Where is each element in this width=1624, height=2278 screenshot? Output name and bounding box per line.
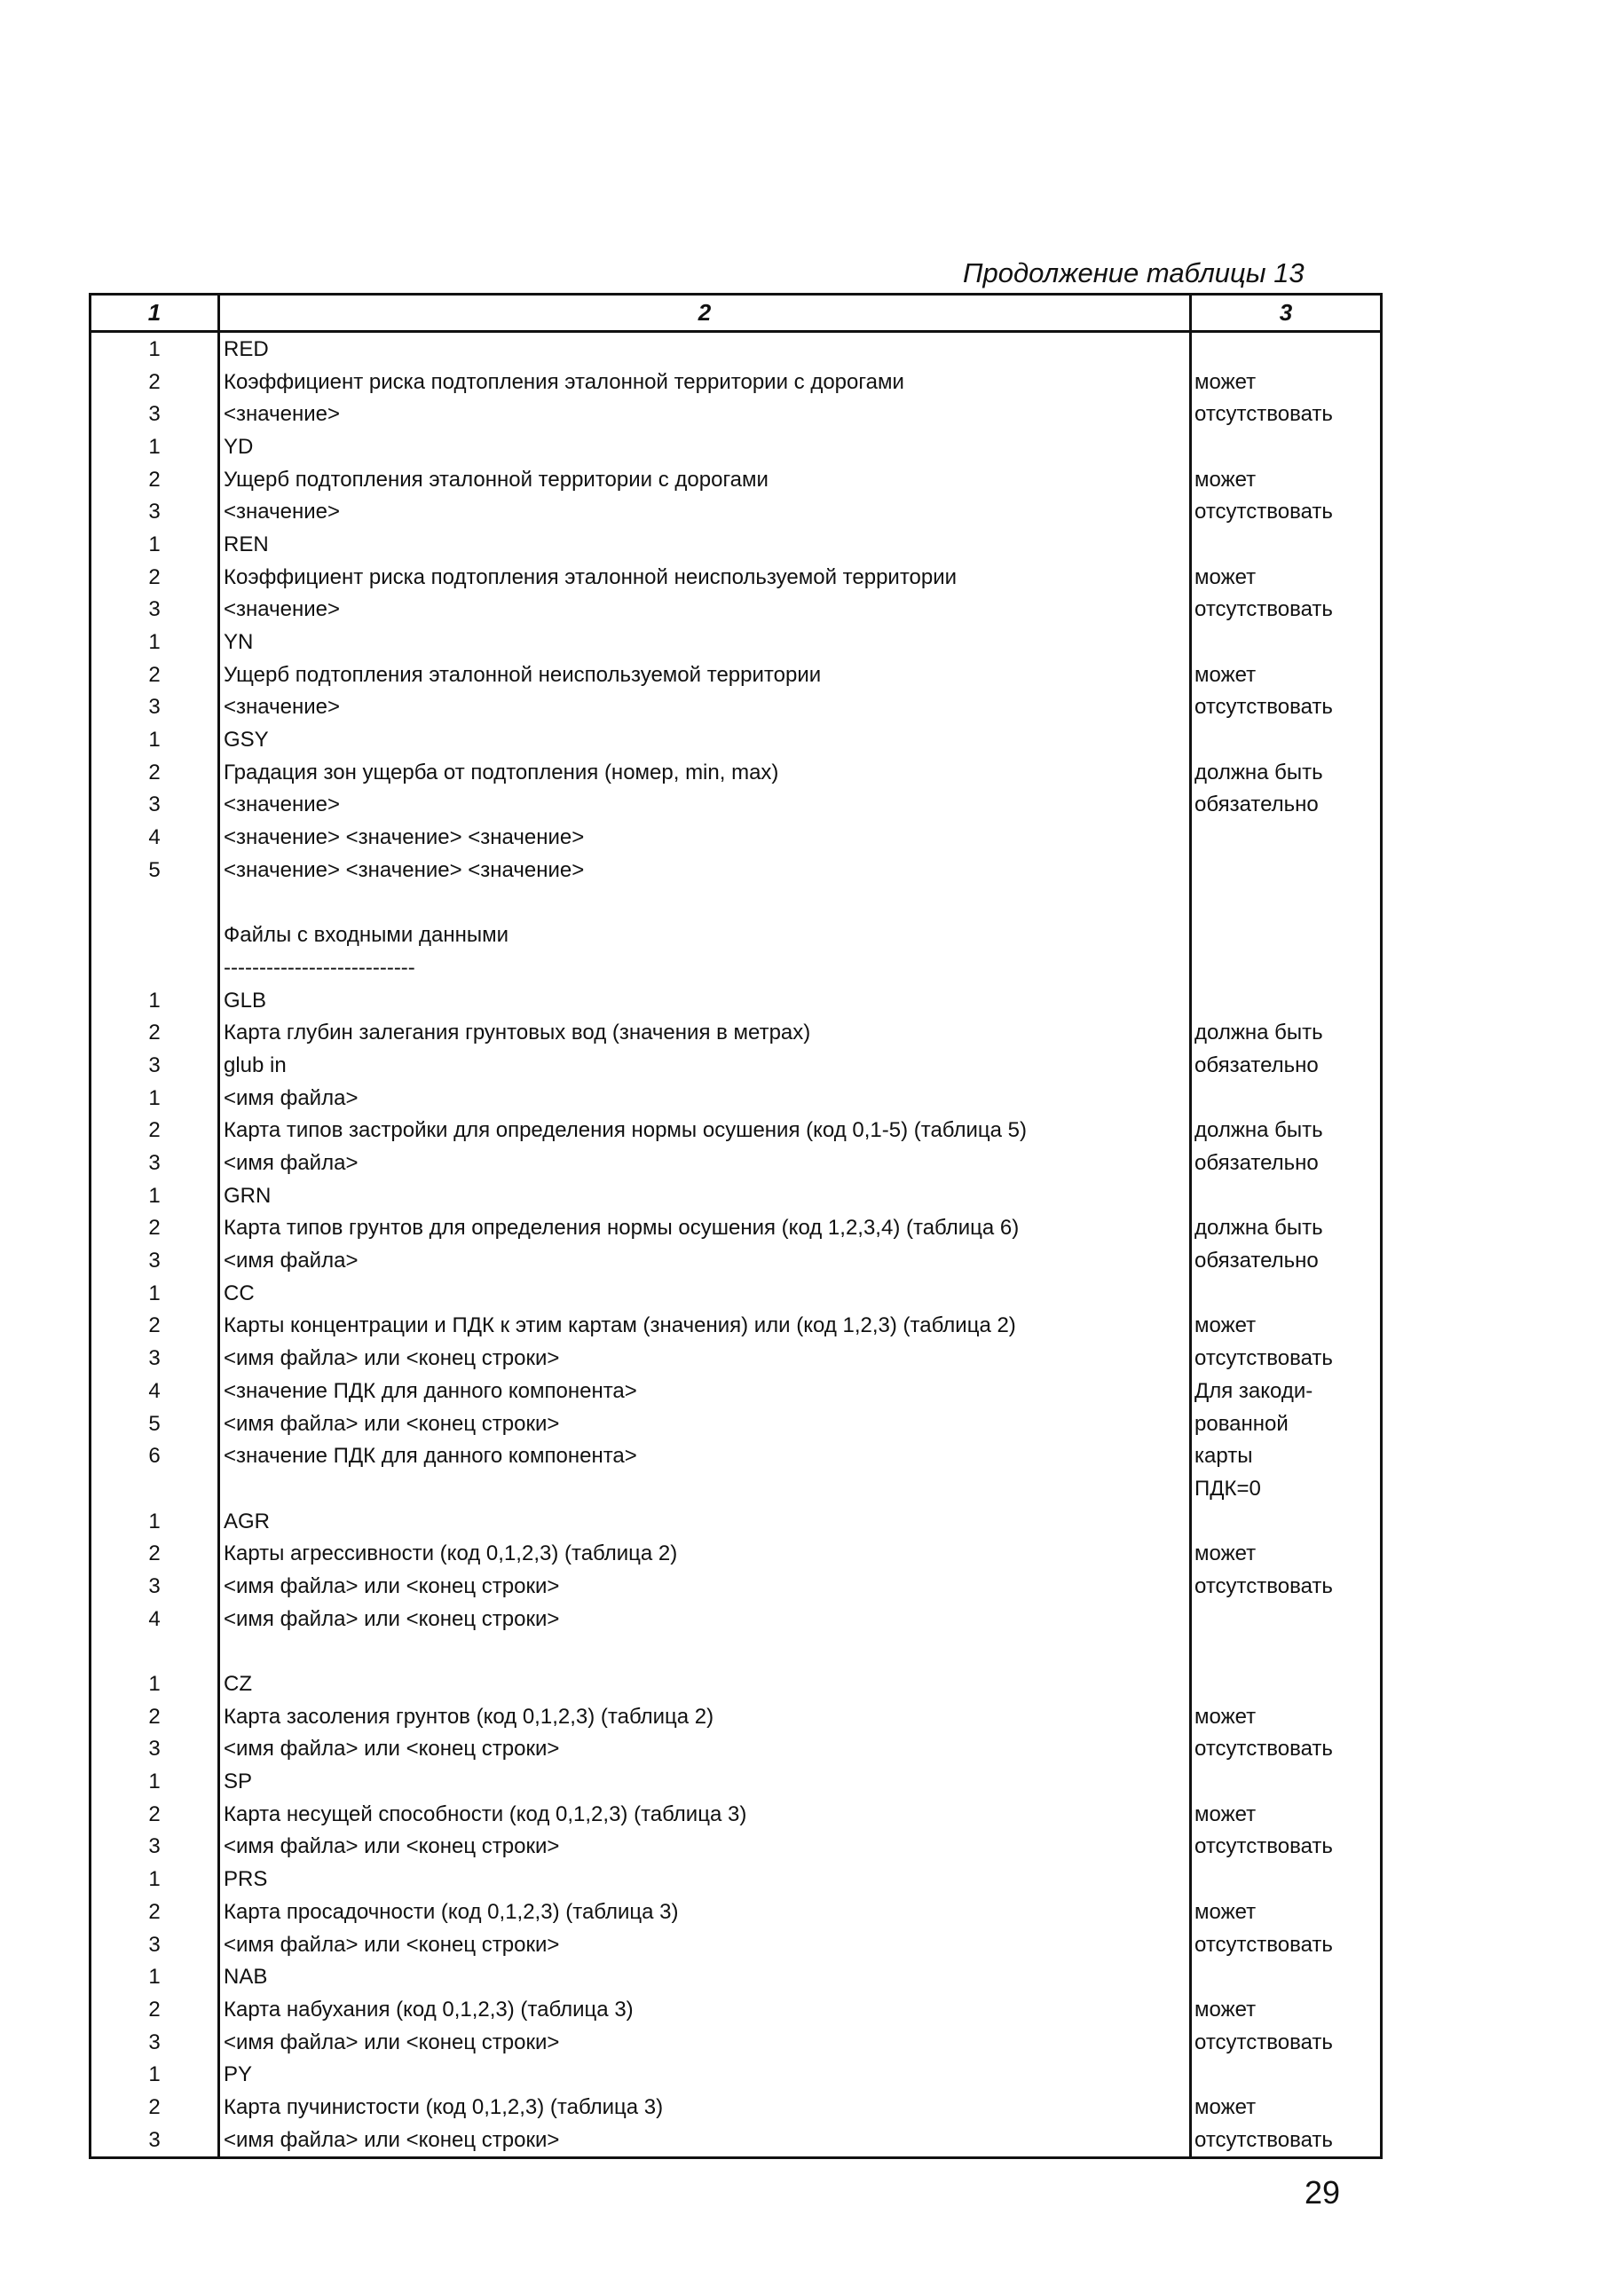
table-row [91,691,1382,724]
table-row [91,463,1382,496]
row-requirement [1191,1277,1382,1310]
row-number: 4 [91,821,219,854]
row-description: <имя файла> [219,1147,1191,1179]
table-row [91,1960,1382,1993]
row-requirement [1191,1960,1382,1993]
row-number: 3 [91,1342,219,1375]
row-description: --------------------------- [219,951,1191,984]
row-requirement: может [1191,1896,1382,1928]
row-description: NAB [219,1960,1191,1993]
table-row [91,1472,1382,1505]
table-row [91,1505,1382,1538]
row-requirement: может [1191,1798,1382,1831]
table-row [91,1798,1382,1831]
table-row [91,332,1382,366]
row-requirement [1191,854,1382,887]
row-number: 3 [91,398,219,430]
row-requirement [1191,626,1382,658]
row-requirement: обязательно [1191,1049,1382,1082]
table-row [91,658,1382,691]
table-row [91,1407,1382,1440]
row-description: <имя файла> или <конец строки> [219,1342,1191,1375]
table-row [91,1147,1382,1179]
table-caption: Продолжение таблицы 13 [963,257,1305,288]
row-number: 3 [91,1733,219,1766]
row-number: 1 [91,1082,219,1115]
data-table [89,293,1383,2159]
row-number: 2 [91,1016,219,1049]
row-number: 4 [91,1603,219,1636]
row-requirement: ПДК=0 [1191,1472,1382,1505]
row-description: Ущерб подтопления эталонной неиспользуемой территории [219,658,1191,691]
row-number: 1 [91,1765,219,1798]
row-description: YD [219,430,1191,463]
table-row [91,495,1382,528]
row-requirement: должна быть [1191,1212,1382,1245]
table-row [91,1082,1382,1115]
row-requirement: может [1191,2091,1382,2124]
row-requirement: Для закоди- [1191,1375,1382,1407]
row-requirement: отсутствовать [1191,1831,1382,1864]
row-number: 2 [91,561,219,594]
row-number: 1 [91,626,219,658]
table-row [91,1863,1382,1896]
table-row [91,756,1382,789]
row-number: 3 [91,495,219,528]
row-requirement: должна быть [1191,1016,1382,1049]
row-requirement: отсутствовать [1191,1342,1382,1375]
row-number: 1 [91,2058,219,2091]
table-row [91,951,1382,984]
row-requirement: отсутствовать [1191,2026,1382,2059]
row-number: 1 [91,1863,219,1896]
row-requirement [1191,1765,1382,1798]
table-row [91,984,1382,1017]
row-requirement [1191,821,1382,854]
table-row [91,1831,1382,1864]
row-description: YN [219,626,1191,658]
column-header-1: 1 [91,295,219,332]
table-row [91,1700,1382,1733]
table-row [91,1016,1382,1049]
table-row [91,2124,1382,2157]
row-requirement: может [1191,463,1382,496]
row-description: <имя файла> или <конец строки> [219,2124,1191,2157]
row-description: AGR [219,1505,1191,1538]
row-requirement [1191,1603,1382,1636]
row-number: 1 [91,430,219,463]
row-description: Карты агрессивности (код 0,1,2,3) (таблица 2) [219,1537,1191,1570]
row-description: CZ [219,1667,1191,1700]
row-number: 3 [91,1831,219,1864]
row-requirement: обязательно [1191,1244,1382,1277]
row-number: 3 [91,691,219,724]
row-number: 1 [91,1505,219,1538]
table-row [91,1667,1382,1700]
row-description: Коэффициент риска подтопления эталонной территории с дорогами [219,366,1191,398]
row-requirement: должна быть [1191,1115,1382,1147]
row-description: <значение> <значение> <значение> [219,821,1191,854]
row-number [91,1636,219,1668]
row-requirement [1191,1636,1382,1668]
row-description: <имя файла> [219,1082,1191,1115]
table-row [91,1342,1382,1375]
column-header-2: 2 [219,295,1191,332]
row-requirement [1191,2058,1382,2091]
table-row [91,1277,1382,1310]
row-number: 2 [91,2091,219,2124]
row-number: 2 [91,1537,219,1570]
row-requirement [1191,1179,1382,1212]
table-row [91,1570,1382,1603]
row-description: CC [219,1277,1191,1310]
table-row [91,528,1382,561]
row-description: Карта засоления грунтов (код 0,1,2,3) (таблица 2) [219,1700,1191,1733]
row-requirement [1191,723,1382,756]
row-number: 2 [91,366,219,398]
row-requirement [1191,887,1382,919]
page-number: 29 [1305,2174,1341,2211]
row-number: 2 [91,1798,219,1831]
row-description: <значение ПДК для данного компонента> [219,1375,1191,1407]
row-requirement [1191,1863,1382,1896]
row-number: 2 [91,1993,219,2026]
row-description: <имя файла> или <конец строки> [219,1407,1191,1440]
row-description: PRS [219,1863,1191,1896]
table-row [91,1439,1382,1472]
row-number: 4 [91,1375,219,1407]
row-requirement: отсутствовать [1191,2124,1382,2157]
table-row [91,430,1382,463]
table-row [91,1636,1382,1668]
row-requirement: отсутствовать [1191,398,1382,430]
row-description: Ущерб подтопления эталонной территории с дорогами [219,463,1191,496]
row-description: GRN [219,1179,1191,1212]
row-description: <значение> [219,691,1191,724]
row-description: Карта глубин залегания грунтовых вод (значения в метрах) [219,1016,1191,1049]
table-row [91,626,1382,658]
row-description: Карта несущей способности (код 0,1,2,3) (таблица 3) [219,1798,1191,1831]
row-description: <значение> <значение> <значение> [219,854,1191,887]
row-description: REN [219,528,1191,561]
row-requirement: может [1191,366,1382,398]
table-row [91,1049,1382,1082]
row-description: <имя файла> или <конец строки> [219,1831,1191,1864]
row-number: 2 [91,463,219,496]
row-requirement: отсутствовать [1191,1733,1382,1766]
row-description: <значение> [219,398,1191,430]
row-requirement: может [1191,1993,1382,2026]
row-number: 5 [91,1407,219,1440]
row-requirement: отсутствовать [1191,594,1382,627]
row-requirement: может [1191,561,1382,594]
row-requirement [1191,332,1382,366]
row-number: 6 [91,1439,219,1472]
row-description: glub in [219,1049,1191,1082]
row-description: <имя файла> [219,1244,1191,1277]
row-description: GLB [219,984,1191,1017]
row-requirement [1191,430,1382,463]
row-description: GSY [219,723,1191,756]
table-row [91,1733,1382,1766]
row-description: Карта пучинистости (код 0,1,2,3) (таблица 3) [219,2091,1191,2124]
row-description [219,1472,1191,1505]
row-number: 1 [91,723,219,756]
table-row [91,821,1382,854]
row-requirement: карты [1191,1439,1382,1472]
row-requirement: может [1191,1537,1382,1570]
row-requirement: может [1191,658,1382,691]
row-number: 3 [91,2026,219,2059]
row-description: <имя файла> или <конец строки> [219,1733,1191,1766]
row-requirement: рованной [1191,1407,1382,1440]
row-description: <значение> [219,594,1191,627]
row-number: 2 [91,756,219,789]
table-row [91,1310,1382,1343]
table-row [91,887,1382,919]
row-description: <имя файла> или <конец строки> [219,2026,1191,2059]
table-row [91,561,1382,594]
row-number: 2 [91,658,219,691]
row-number: 2 [91,1310,219,1343]
row-description: PY [219,2058,1191,2091]
row-number: 2 [91,1896,219,1928]
row-number: 1 [91,1277,219,1310]
row-requirement [1191,1082,1382,1115]
row-description: Коэффициент риска подтопления эталонной неиспользуемой территории [219,561,1191,594]
table-row [91,1896,1382,1928]
row-description: <значение> [219,789,1191,822]
row-number: 3 [91,1147,219,1179]
row-number: 3 [91,1244,219,1277]
row-requirement [1191,951,1382,984]
row-requirement [1191,918,1382,951]
row-description: Градация зон ущерба от подтопления (номер, min, max) [219,756,1191,789]
row-requirement [1191,1667,1382,1700]
table-row [91,789,1382,822]
row-description: Карта типов грунтов для определения нормы осушения (код 1,2,3,4) (таблица 6) [219,1212,1191,1245]
row-number: 1 [91,1667,219,1700]
row-number: 3 [91,594,219,627]
row-description: Карта набухания (код 0,1,2,3) (таблица 3) [219,1993,1191,2026]
row-number: 3 [91,1928,219,1961]
table-row [91,1537,1382,1570]
row-description: <имя файла> или <конец строки> [219,1928,1191,1961]
table-row [91,1179,1382,1212]
row-description: <имя файла> или <конец строки> [219,1603,1191,1636]
row-number: 1 [91,528,219,561]
row-number: 3 [91,1049,219,1082]
row-requirement: отсутствовать [1191,495,1382,528]
row-description: Карта типов застройки для определения нормы осушения (код 0,1-5) (таблица 5) [219,1115,1191,1147]
row-requirement: обязательно [1191,1147,1382,1179]
row-description: RED [219,332,1191,366]
row-description [219,887,1191,919]
row-requirement: отсутствовать [1191,1928,1382,1961]
row-number: 5 [91,854,219,887]
row-number: 2 [91,1700,219,1733]
table-row [91,398,1382,430]
row-description: Карта просадочности (код 0,1,2,3) (таблица 3) [219,1896,1191,1928]
row-description: <имя файла> или <конец строки> [219,1570,1191,1603]
row-number [91,951,219,984]
table-row [91,1993,1382,2026]
row-number [91,1472,219,1505]
row-number [91,918,219,951]
table-row [91,2026,1382,2059]
row-requirement: может [1191,1700,1382,1733]
row-description [219,1636,1191,1668]
row-requirement [1191,1505,1382,1538]
table-row [91,918,1382,951]
table-row [91,2091,1382,2124]
table-row [91,594,1382,627]
table-row [91,1375,1382,1407]
row-requirement [1191,528,1382,561]
row-description: <значение> [219,495,1191,528]
table-row [91,723,1382,756]
row-number: 3 [91,789,219,822]
row-description: <значение ПДК для данного компонента> [219,1439,1191,1472]
table-row [91,2058,1382,2091]
table-header-row [91,295,1382,332]
row-description: Карты концентрации и ПДК к этим картам (значения) или (код 1,2,3) (таблица 2) [219,1310,1191,1343]
table-row [91,1928,1382,1961]
row-number: 3 [91,1570,219,1603]
table-row [91,1115,1382,1147]
row-number [91,887,219,919]
table-row [91,854,1382,887]
row-requirement: отсутствовать [1191,691,1382,724]
row-number: 1 [91,1960,219,1993]
row-description: Файлы с входными данными [219,918,1191,951]
table-row [91,1244,1382,1277]
row-requirement: должна быть [1191,756,1382,789]
column-header-3: 3 [1191,295,1382,332]
row-requirement: отсутствовать [1191,1570,1382,1603]
row-number: 2 [91,1212,219,1245]
row-requirement [1191,984,1382,1017]
row-number: 3 [91,2124,219,2157]
row-description: SP [219,1765,1191,1798]
row-number: 1 [91,332,219,366]
row-number: 2 [91,1115,219,1147]
row-number: 1 [91,984,219,1017]
row-number: 1 [91,1179,219,1212]
table-row [91,1765,1382,1798]
table-row [91,1212,1382,1245]
table-row [91,1603,1382,1636]
row-requirement: может [1191,1310,1382,1343]
row-requirement: обязательно [1191,789,1382,822]
table-row [91,366,1382,398]
